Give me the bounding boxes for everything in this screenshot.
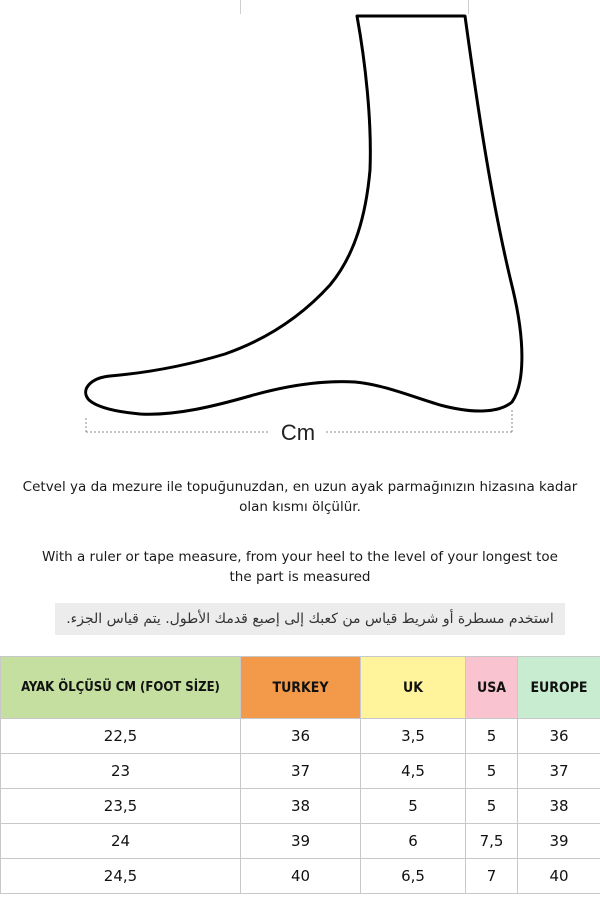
instruction-english <box>0 547 600 587</box>
table-row <box>1 789 600 824</box>
instruction-english-line1: With a ruler or tape measure, from your heel to the level of your longest toe <box>42 549 558 565</box>
instruction-turkish-line2: olan kısmı ölçülür. <box>239 499 361 515</box>
cell-foot-size: 23,5 <box>1 789 241 824</box>
cell-usa: 5 <box>466 719 518 754</box>
size-chart-table <box>0 656 600 894</box>
cell-foot-size: 23 <box>1 754 241 789</box>
header-turkey: TURKEY <box>241 657 361 719</box>
cell-europe: 40 <box>518 859 600 894</box>
cell-usa: 5 <box>466 754 518 789</box>
cell-uk: 6,5 <box>361 859 466 894</box>
cell-turkey: 38 <box>241 789 361 824</box>
size-chart-header-row <box>1 657 600 719</box>
cell-turkey: 39 <box>241 824 361 859</box>
cell-europe: 37 <box>518 754 600 789</box>
cell-europe: 36 <box>518 719 600 754</box>
table-row <box>1 754 600 789</box>
cell-foot-size: 24,5 <box>1 859 241 894</box>
measure-label: Cm <box>280 420 316 445</box>
header-uk: UK <box>361 657 466 719</box>
header-usa: USA <box>466 657 518 719</box>
cell-foot-size: 22,5 <box>1 719 241 754</box>
cell-usa: 5 <box>466 789 518 824</box>
cell-europe: 39 <box>518 824 600 859</box>
cell-turkey: 36 <box>241 719 361 754</box>
cell-europe: 38 <box>518 789 600 824</box>
header-foot-size: AYAK ÖLÇÜSÜ CM (FOOT SİZE) <box>1 657 241 719</box>
cell-uk: 6 <box>361 824 466 859</box>
cell-uk: 5 <box>361 789 466 824</box>
table-row <box>1 859 600 894</box>
cell-uk: 3,5 <box>361 719 466 754</box>
foot-outline <box>86 16 522 414</box>
cell-foot-size: 24 <box>1 824 241 859</box>
header-europe: EUROPE <box>518 657 600 719</box>
instruction-english-line2: the part is measured <box>229 569 371 585</box>
instruction-turkish <box>0 477 600 517</box>
cell-turkey: 40 <box>241 859 361 894</box>
cell-turkey: 37 <box>241 754 361 789</box>
instruction-arabic: استخدم مسطرة أو شريط قياس من كعبك إلى إصبع قدمك الأطول. يتم قياس الجزء. <box>55 603 565 635</box>
instruction-turkish-line1: Cetvel ya da mezure ile topuğunuzdan, en uzun ayak parmağınızın hizasına kadar <box>22 479 578 495</box>
cell-usa: 7 <box>466 859 518 894</box>
cell-usa: 7,5 <box>466 824 518 859</box>
table-row <box>1 719 600 754</box>
table-row <box>1 824 600 859</box>
cell-uk: 4,5 <box>361 754 466 789</box>
